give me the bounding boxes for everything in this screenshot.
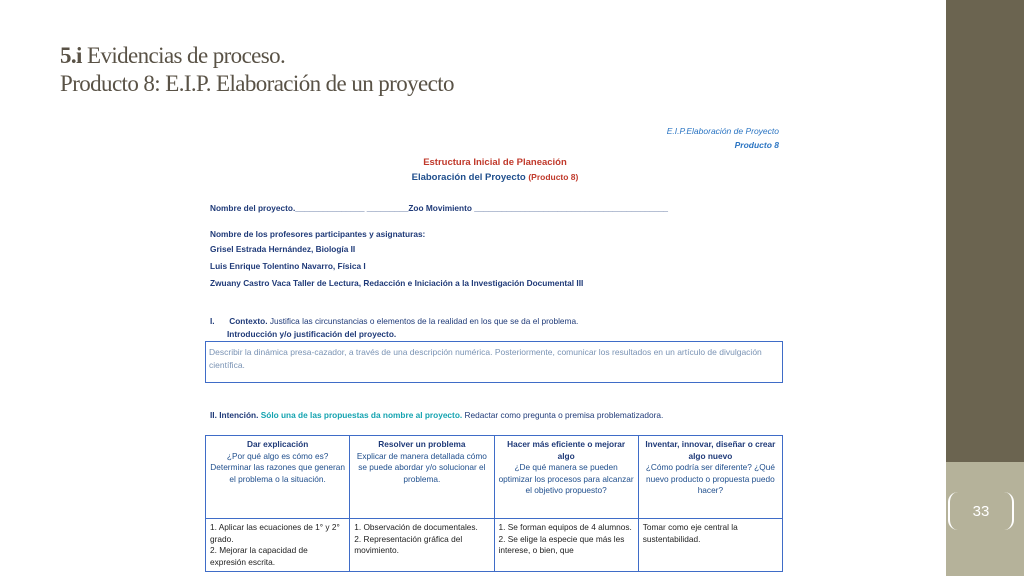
page-number: 33 — [948, 492, 1014, 530]
subtitle: Producto 8: E.I.P. Elaboración de un proyecto — [60, 71, 454, 96]
doc-subtitle-text: Elaboración del Proyecto — [411, 172, 526, 183]
col-2-title: Resolver un problema — [378, 439, 466, 449]
col-1-question: ¿Por qué algo es cómo es? Determinar las razones que generan el problema o la situación. — [210, 450, 345, 484]
intention-table — [205, 435, 783, 572]
section2-label: II. Intención. — [210, 410, 259, 420]
col-1-head — [206, 436, 350, 519]
section1-text: Justifica las circunstancias o elementos de la realidad en los que se da el problema. — [267, 316, 579, 326]
title-line-1 — [60, 42, 920, 70]
title-number: 5.i — [60, 43, 82, 68]
section1-label: Contexto. — [229, 316, 268, 326]
col-1-body: 1. Aplicar las ecuaciones de 1° y 2° grado. 2. Mejorar la capacidad de expresión escrita. — [206, 519, 350, 572]
context-box — [205, 341, 783, 383]
col-3-body: 1. Se forman equipos de 4 alumnos. 2. Se elige la especie que más les interese, o bien, que — [494, 519, 638, 572]
teacher-3: Zwuany Castro Vaca Taller de Lectura, Redacción e Iniciación a la Investigación Documental III — [210, 278, 584, 288]
doc-subtitle-suffix: (Producto 8) — [528, 172, 579, 182]
col-3-title: Hacer más eficiente o mejorar algo — [507, 439, 626, 461]
doc-subtitle — [205, 172, 785, 183]
doc-title: Estructura Inicial de Planeación — [423, 157, 567, 168]
section1-sub: Introducción y/o justificación del proyecto. — [227, 329, 397, 339]
doc-header-2: Producto 8 — [734, 140, 779, 150]
section2-teal: Sólo una de las propuestas da nombre al proyecto. — [258, 410, 463, 420]
col-4-question: ¿Cómo podría ser diferente? ¿Qué nuevo producto o propuesta puedo hacer? — [645, 462, 775, 495]
project-name-line: Nombre del proyecto._______________ _________Zoo Movimiento __________________________________________ — [210, 203, 669, 213]
col-2-head — [350, 436, 494, 519]
section2-text: Redactar como pregunta o premisa problematizadora. — [462, 410, 664, 420]
section1-num: I. — [210, 316, 215, 326]
col-3-question: ¿De qué manera se pueden optimizar los procesos para alcanzar el objetivo propuesto? — [498, 462, 634, 495]
document-image — [205, 120, 785, 576]
col-1-title: Dar explicación — [246, 439, 309, 449]
doc-header-1: E.I.P.Elaboración de Proyecto — [666, 126, 779, 136]
teachers-label: Nombre de los profesores participantes y asignaturas: — [210, 229, 426, 239]
col-4-body: Tomar como eje central la sustentabilidad. — [638, 519, 782, 572]
table-row — [206, 519, 783, 572]
teacher-2: Luis Enrique Tolentino Navarro, Física I — [210, 261, 366, 271]
col-3-head — [494, 436, 638, 519]
col-2-body: 1. Observación de documentales. 2. Representación gráfica del movimiento. — [350, 519, 494, 572]
section1-heading — [210, 316, 578, 326]
title-text: Evidencias de proceso. — [81, 43, 286, 68]
section2-heading — [210, 410, 663, 420]
slide-title — [60, 42, 920, 98]
table-header-row — [206, 436, 783, 519]
context-text: Describir la dinámica presa-cazador, a través de una descripción numérica. Posteriormente, comunicar los resultados en un artículo de divulgación científica. — [209, 347, 762, 370]
col-2-question: Explicar de manera detallada cómo se puede abordar y/o solucionar el problema. — [356, 450, 487, 484]
teacher-1: Grisel Estrada Hernández, Biología II — [210, 244, 356, 254]
col-4-title: Inventar, innovar, diseñar o crear algo nuevo — [645, 439, 776, 461]
col-4-head — [638, 436, 782, 519]
